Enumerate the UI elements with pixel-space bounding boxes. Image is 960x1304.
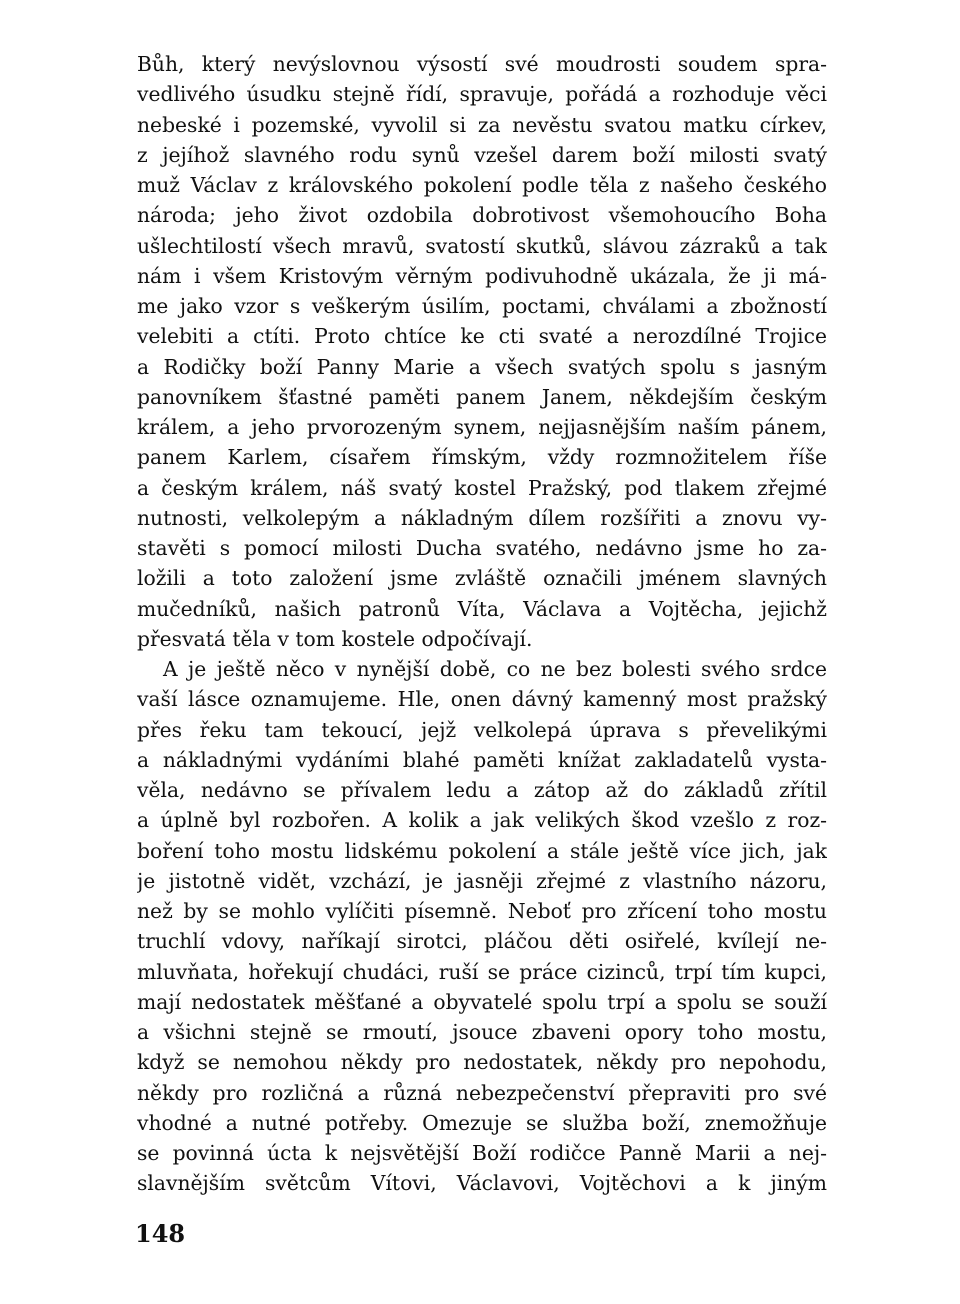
text-line: králem, a jeho prvorozeným synem, nejjasnějším naším pánem, <box>137 415 827 439</box>
text-line: me jako vzor s veškerým úsilím, poctami, chválami a zbožností <box>137 294 827 318</box>
text-line: vaší lásce oznamujeme. Hle, onen dávný kamenný most pražský <box>137 687 827 712</box>
text-line: než by se mohlo vylíčiti písemně. Neboť pro zřícení toho mostu <box>137 899 827 923</box>
text-line: a Rodičky boží Panny Marie a všech svatých spolu s jasným <box>137 354 827 379</box>
text-line: mluvňata, hořekují chudáci, ruší se práce cizinců, trpí tím kupci, <box>137 959 827 984</box>
text-line: přesvatá těla v tom kostele odpočívají. <box>137 626 533 651</box>
text-line: muž Václav z královského pokolení podle těla z našeho českého <box>137 173 827 197</box>
text-line: a nákladnými vydáními blahé paměti knížat zakladatelů vysta- <box>137 747 827 772</box>
text-line: nám i všem Kristovým věrným podivuhodně ukázala, že ji má- <box>137 263 827 288</box>
text-line: se povinná úcta k nejsvětější Boží rodičce Panně Marii a nej- <box>137 1141 827 1165</box>
text-line: Bůh, který nevýslovnou výsostí své moudrosti soudem spra- <box>137 52 827 76</box>
text-line: nutnosti, velkolepým a nákladným dílem rozšířiti a znovu vy- <box>137 505 827 530</box>
text-line: někdy pro rozličná a různá nebezpečenství přepraviti pro své <box>137 1080 827 1105</box>
text-line: stavěti s pomocí milosti Ducha svatého, nedávno jsme ho za- <box>137 536 827 560</box>
text-line: a úplně byl rozbořen. A kolik a jak velikých škod vzešlo z roz- <box>137 808 827 833</box>
text-line: vedlivého úsudku stejně řídí, spravuje, pořádá a rozhoduje věci <box>137 82 827 107</box>
text-line: velebiti a ctíti. Proto chtíce ke cti svaté a nerozdílné Trojice <box>137 324 827 349</box>
text-line: když se nemohou někdy pro nedostatek, někdy pro nepohodu, <box>137 1050 827 1075</box>
text-line: z jejíhož slavného rodu synů vzešel darem boží milosti svatý <box>137 142 827 167</box>
text-line: truchlí vdovy, naříkají sirotci, pláčou děti osiřelé, kvílejí ne- <box>137 929 827 954</box>
text-line: nebeské i pozemské, vyvolil si za nevěstu svatou matku církev, <box>137 112 827 137</box>
paragraph-2 <box>137 654 827 1199</box>
text-line: boření toho mostu lidskému pokolení a stále ještě více jich, jak <box>137 838 827 863</box>
text-line: národa; jeho život ozdobila dobrotivost všemohoucího Boha <box>137 203 827 228</box>
text-line: přes řeku tam tekoucí, jejž velkolepá úprava s převelikými <box>137 717 827 742</box>
text-line: mají nedostatek měšťané a obyvatelé spolu trpí a spolu se souží <box>137 989 827 1014</box>
text-line: panovníkem šťastné paměti panem Janem, někdejším českým <box>137 384 827 409</box>
text-line: vhodné a nutné potřeby. Omezuje se služba boží, znemožňuje <box>137 1110 827 1135</box>
text-line: A je ještě něco v nynější době, co ne bez bolesti svého srdce <box>163 657 827 681</box>
text-line: slavnějším světcům Vítovi, Václavovi, Vojtěchovi a k jiným <box>137 1171 827 1196</box>
text-line: ložili a toto založení jsme zvláště označili jménem slavných <box>137 566 827 591</box>
text-line: a českým králem, náš svatý kostel Pražský, pod tlakem zřejmé <box>137 475 827 500</box>
text-line: ušlechtilostí všech mravů, svatostí skutků, slávou zázraků a tak <box>137 233 827 258</box>
text-line: je jistotně vidět, vzchází, je jasněji zřejmé z vlastního názoru, <box>137 868 827 893</box>
text-line: a všichni stejně se rmoutí, jsouce zbaveni opory toho mostu, <box>137 1020 827 1044</box>
page-number: 148 <box>135 1219 186 1248</box>
text-line: panem Karlem, císařem římským, vždy rozmnožitelem říše <box>137 445 827 470</box>
text-line: mučedníků, našich patronů Víta, Václava a Vojtěcha, jejichž <box>137 596 827 621</box>
paragraph-1 <box>137 49 827 654</box>
text-line: věla, nedávno se přívalem ledu a zátop až do základů zřítil <box>137 778 827 802</box>
body-text <box>137 49 827 1199</box>
